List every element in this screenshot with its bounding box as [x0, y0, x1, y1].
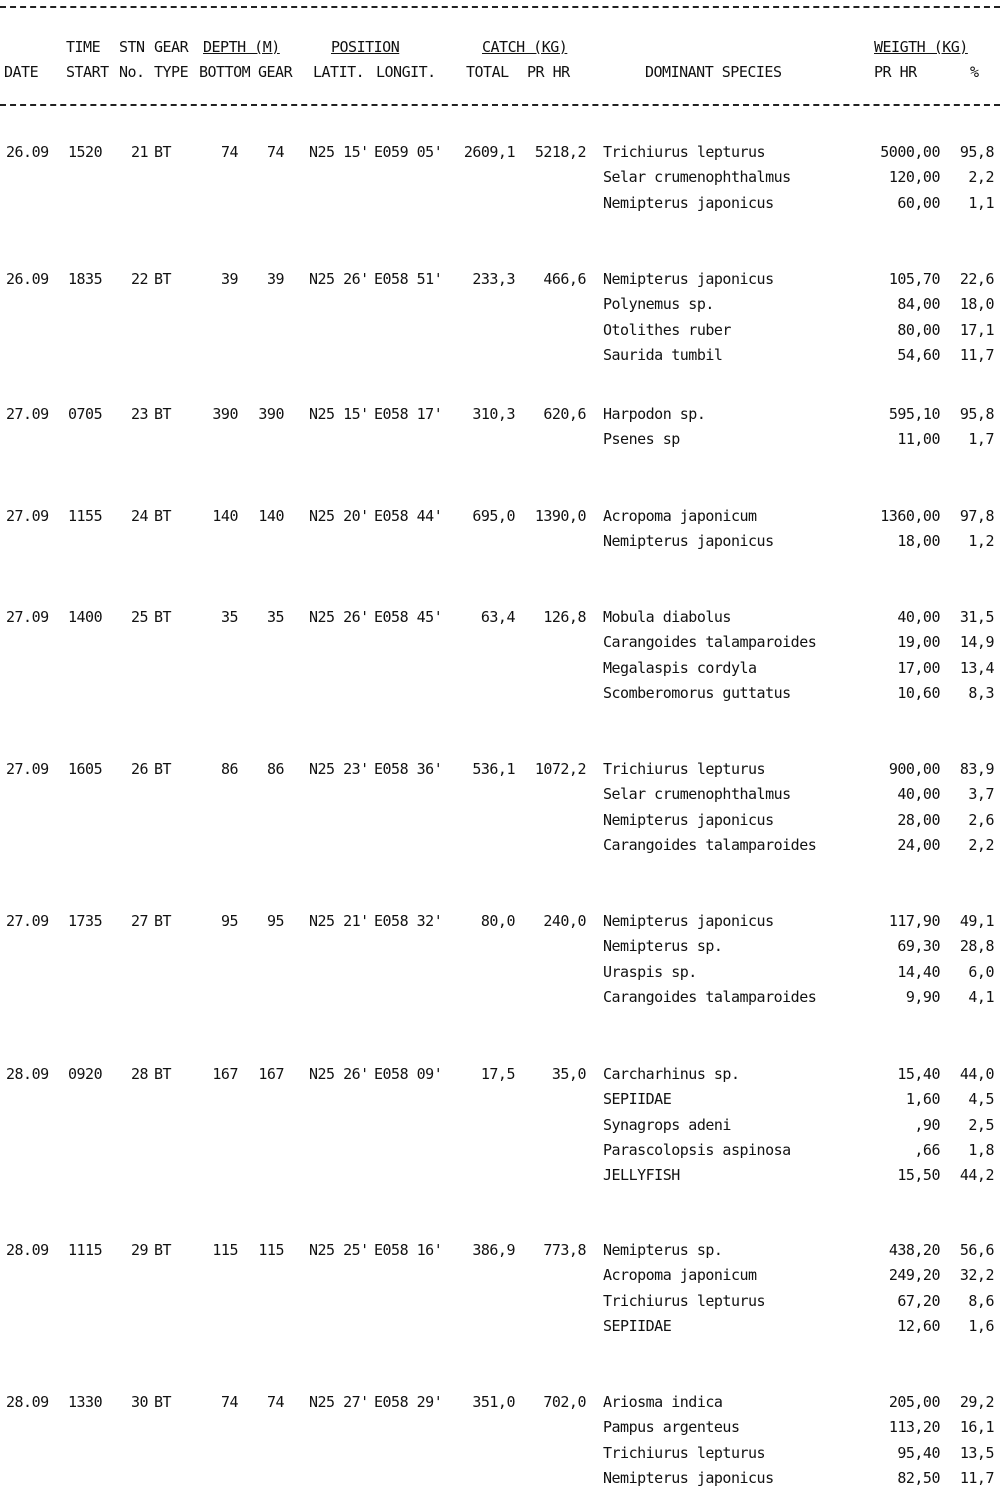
header-longit: LONGIT.	[376, 63, 436, 81]
catch-total: 310,3	[472, 405, 515, 423]
species-name: Nemipterus japonicus	[603, 912, 774, 930]
species-name: Carcharhinus sp.	[603, 1065, 740, 1083]
station-number: 28	[130, 1065, 148, 1083]
bottom-depth: 115	[212, 1241, 238, 1259]
species-percent: 4,1	[968, 987, 994, 1006]
gear-depth: 390	[258, 405, 284, 423]
catch-per-hour: 773,8	[543, 1241, 586, 1259]
gear-type: BT	[154, 912, 172, 930]
bottom-depth: 35	[220, 608, 238, 626]
station-date: 27.09	[6, 760, 49, 778]
species-weight: 900,00	[888, 760, 940, 778]
longitude: E058 17'	[374, 405, 443, 423]
species-name: Mobula diabolus	[603, 608, 731, 626]
species-name: Nemipterus sp.	[603, 937, 723, 956]
species-name: Otolithes ruber	[603, 320, 731, 339]
species-percent: 2,2	[968, 835, 994, 854]
gear-depth: 35	[266, 608, 284, 626]
header-weight: WEIGTH (KG)	[874, 38, 968, 56]
species-weight: 40,00	[897, 785, 940, 804]
species-weight: ,66	[914, 1140, 940, 1159]
gear-type: BT	[154, 760, 172, 778]
latitude: N25 15'	[309, 405, 369, 423]
species-percent: 29,2	[959, 1393, 994, 1411]
catch-total: 80,0	[480, 912, 515, 930]
longitude: E059 05'	[374, 143, 443, 161]
species-weight: 113,20	[888, 1418, 940, 1437]
header-type: TYPE	[154, 63, 189, 81]
station-time-start: 1330	[68, 1393, 103, 1411]
header-depth: DEPTH (M)	[203, 38, 280, 56]
species-weight: 249,20	[888, 1266, 940, 1285]
species-weight: 1360,00	[880, 507, 940, 525]
station-number: 21	[130, 143, 148, 161]
station-time-start: 1835	[68, 270, 103, 288]
species-weight: 40,00	[897, 608, 940, 626]
species-name: Nemipterus japonicus	[603, 1468, 774, 1487]
longitude: E058 09'	[374, 1065, 443, 1083]
species-name: Parascolopsis aspinosa	[603, 1140, 791, 1159]
species-name: Trichiurus lepturus	[603, 143, 766, 161]
species-percent: 22,6	[959, 270, 994, 288]
station-date: 27.09	[6, 405, 49, 423]
species-percent: 11,7	[959, 345, 994, 364]
gear-type: BT	[154, 1393, 172, 1411]
species-name: Carangoides talamparoides	[603, 835, 817, 854]
station-time-start: 1155	[68, 507, 103, 525]
species-name: Ariosma indica	[603, 1393, 723, 1411]
species-percent: 3,7	[968, 785, 994, 804]
species-name: Megalaspis cordyla	[603, 658, 757, 677]
species-weight: 105,70	[888, 270, 940, 288]
species-percent: 95,8	[959, 143, 994, 161]
catch-total: 386,9	[472, 1241, 515, 1259]
station-date: 28.09	[6, 1241, 49, 1259]
top-rule	[0, 6, 1000, 8]
catch-total: 695,0	[472, 507, 515, 525]
species-name: Synagrops adeni	[603, 1115, 731, 1134]
species-weight: ,90	[914, 1115, 940, 1134]
bottom-depth: 390	[212, 405, 238, 423]
species-percent: 1,2	[968, 532, 994, 551]
station-date: 28.09	[6, 1065, 49, 1083]
latitude: N25 25'	[309, 1241, 369, 1259]
bottom-depth: 39	[220, 270, 238, 288]
species-name: Nemipterus japonicus	[603, 270, 774, 288]
species-name: SEPIIDAE	[603, 1316, 672, 1335]
station-number: 30	[130, 1393, 148, 1411]
catch-per-hour: 5218,2	[534, 143, 586, 161]
species-percent: 32,2	[959, 1266, 994, 1285]
catch-per-hour: 126,8	[543, 608, 586, 626]
gear-depth: 74	[266, 1393, 284, 1411]
gear-depth: 86	[266, 760, 284, 778]
species-percent: 6,0	[968, 962, 994, 981]
species-percent: 2,6	[968, 810, 994, 829]
station-date: 26.09	[6, 143, 49, 161]
species-name: Pampus argenteus	[603, 1418, 740, 1437]
header-date: DATE	[4, 63, 39, 81]
gear-type: BT	[154, 507, 172, 525]
station-time-start: 0705	[68, 405, 103, 423]
header-prhr: PR HR	[527, 63, 570, 81]
gear-depth: 140	[258, 507, 284, 525]
header-time: TIME	[66, 38, 101, 56]
header-total: TOTAL	[466, 63, 509, 81]
species-percent: 95,8	[959, 405, 994, 423]
gear-type: BT	[154, 143, 172, 161]
species-weight: 67,20	[897, 1291, 940, 1310]
species-percent: 1,8	[968, 1140, 994, 1159]
species-name: JELLYFISH	[603, 1166, 680, 1185]
station-date: 27.09	[6, 912, 49, 930]
species-weight: 15,50	[897, 1166, 940, 1185]
gear-type: BT	[154, 1241, 172, 1259]
longitude: E058 45'	[374, 608, 443, 626]
species-name: SEPIIDAE	[603, 1090, 672, 1109]
gear-type: BT	[154, 608, 172, 626]
catch-total: 63,4	[480, 608, 515, 626]
header-no: No.	[119, 63, 145, 81]
gear-depth: 167	[258, 1065, 284, 1083]
bottom-depth: 167	[212, 1065, 238, 1083]
longitude: E058 29'	[374, 1393, 443, 1411]
header-gear: GEAR	[154, 38, 189, 56]
bottom-depth: 74	[220, 143, 238, 161]
species-percent: 56,6	[959, 1241, 994, 1259]
catch-per-hour: 1390,0	[534, 507, 586, 525]
species-percent: 16,1	[959, 1418, 994, 1437]
header-species: DOMINANT SPECIES	[645, 63, 782, 81]
species-weight: 10,60	[897, 683, 940, 702]
species-name: Saurida tumbil	[603, 345, 723, 364]
species-weight: 5000,00	[880, 143, 940, 161]
species-percent: 14,9	[959, 633, 994, 652]
gear-depth: 115	[258, 1241, 284, 1259]
species-weight: 120,00	[888, 168, 940, 187]
species-percent: 44,2	[959, 1166, 994, 1185]
gear-depth: 95	[266, 912, 284, 930]
species-percent: 13,4	[959, 658, 994, 677]
station-time-start: 1735	[68, 912, 103, 930]
species-name: Polynemus sp.	[603, 295, 714, 314]
station-time-start: 1605	[68, 760, 103, 778]
bottom-depth: 140	[212, 507, 238, 525]
species-weight: 11,00	[897, 430, 940, 449]
latitude: N25 27'	[309, 1393, 369, 1411]
station-time-start: 0920	[68, 1065, 103, 1083]
species-percent: 17,1	[959, 320, 994, 339]
longitude: E058 32'	[374, 912, 443, 930]
species-name: Trichiurus lepturus	[603, 1291, 766, 1310]
latitude: N25 26'	[309, 270, 369, 288]
species-name: Acropoma japonicum	[603, 1266, 757, 1285]
header-latit: LATIT.	[313, 63, 365, 81]
bottom-depth: 86	[220, 760, 238, 778]
header-bottom: BOTTOM	[199, 63, 251, 81]
header-rule	[0, 104, 1000, 106]
species-weight: 80,00	[897, 320, 940, 339]
species-weight: 1,60	[905, 1090, 940, 1109]
latitude: N25 15'	[309, 143, 369, 161]
species-name: Nemipterus sp.	[603, 1241, 723, 1259]
species-percent: 49,1	[959, 912, 994, 930]
station-number: 24	[130, 507, 148, 525]
species-percent: 18,0	[959, 295, 994, 314]
species-weight: 595,10	[888, 405, 940, 423]
species-weight: 28,00	[897, 810, 940, 829]
species-weight: 15,40	[897, 1065, 940, 1083]
species-name: Nemipterus japonicus	[603, 193, 774, 212]
header-weight-prhr: PR HR	[874, 63, 917, 81]
species-weight: 95,40	[897, 1443, 940, 1462]
species-percent: 13,5	[959, 1443, 994, 1462]
species-percent: 11,7	[959, 1468, 994, 1487]
latitude: N25 26'	[309, 608, 369, 626]
station-number: 27	[130, 912, 148, 930]
catch-per-hour: 466,6	[543, 270, 586, 288]
species-weight: 14,40	[897, 962, 940, 981]
species-percent: 2,5	[968, 1115, 994, 1134]
species-weight: 69,30	[897, 937, 940, 956]
species-name: Scomberomorus guttatus	[603, 683, 791, 702]
species-percent: 1,7	[968, 430, 994, 449]
species-percent: 44,0	[959, 1065, 994, 1083]
catch-per-hour: 1072,2	[534, 760, 586, 778]
station-date: 27.09	[6, 608, 49, 626]
catch-total: 2609,1	[463, 143, 515, 161]
species-name: Selar crumenophthalmus	[603, 785, 791, 804]
species-weight: 54,60	[897, 345, 940, 364]
species-name: Trichiurus lepturus	[603, 1443, 766, 1462]
species-weight: 60,00	[897, 193, 940, 212]
species-weight: 18,00	[897, 532, 940, 551]
station-number: 26	[130, 760, 148, 778]
gear-type: BT	[154, 405, 172, 423]
header-position: POSITION	[331, 38, 400, 56]
species-percent: 2,2	[968, 168, 994, 187]
bottom-depth: 74	[220, 1393, 238, 1411]
station-number: 23	[130, 405, 148, 423]
species-percent: 8,6	[968, 1291, 994, 1310]
species-name: Carangoides talamparoides	[603, 633, 817, 652]
catch-total: 17,5	[480, 1065, 515, 1083]
species-weight: 19,00	[897, 633, 940, 652]
catch-total: 536,1	[472, 760, 515, 778]
latitude: N25 26'	[309, 1065, 369, 1083]
station-time-start: 1520	[68, 143, 103, 161]
station-date: 27.09	[6, 507, 49, 525]
longitude: E058 44'	[374, 507, 443, 525]
species-percent: 97,8	[959, 507, 994, 525]
species-name: Psenes sp	[603, 430, 680, 449]
station-number: 25	[130, 608, 148, 626]
species-weight: 84,00	[897, 295, 940, 314]
longitude: E058 51'	[374, 270, 443, 288]
species-weight: 205,00	[888, 1393, 940, 1411]
species-percent: 31,5	[959, 608, 994, 626]
species-weight: 117,90	[888, 912, 940, 930]
catch-per-hour: 620,6	[543, 405, 586, 423]
latitude: N25 20'	[309, 507, 369, 525]
station-time-start: 1400	[68, 608, 103, 626]
catch-total: 351,0	[472, 1393, 515, 1411]
longitude: E058 36'	[374, 760, 443, 778]
species-weight: 24,00	[897, 835, 940, 854]
header-gear-depth: GEAR	[258, 63, 293, 81]
longitude: E058 16'	[374, 1241, 443, 1259]
species-percent: 83,9	[959, 760, 994, 778]
station-number: 29	[130, 1241, 148, 1259]
species-percent: 8,3	[968, 683, 994, 702]
header-catch: CATCH (KG)	[482, 38, 568, 56]
species-name: Selar crumenophthalmus	[603, 168, 791, 187]
header-percent: %	[970, 63, 979, 81]
bottom-depth: 95	[220, 912, 238, 930]
species-name: Nemipterus japonicus	[603, 810, 774, 829]
gear-depth: 74	[266, 143, 284, 161]
catch-total: 233,3	[472, 270, 515, 288]
species-percent: 4,5	[968, 1090, 994, 1109]
species-percent: 1,6	[968, 1316, 994, 1335]
species-name: Uraspis sp.	[603, 962, 697, 981]
catch-per-hour: 240,0	[543, 912, 586, 930]
gear-type: BT	[154, 1065, 172, 1083]
header-start: START	[66, 63, 109, 81]
gear-depth: 39	[266, 270, 284, 288]
species-name: Acropoma japonicum	[603, 507, 757, 525]
station-time-start: 1115	[68, 1241, 103, 1259]
species-weight: 17,00	[897, 658, 940, 677]
latitude: N25 23'	[309, 760, 369, 778]
species-name: Harpodon sp.	[603, 405, 706, 423]
species-weight: 82,50	[897, 1468, 940, 1487]
station-date: 28.09	[6, 1393, 49, 1411]
species-weight: 12,60	[897, 1316, 940, 1335]
latitude: N25 21'	[309, 912, 369, 930]
station-date: 26.09	[6, 270, 49, 288]
species-percent: 28,8	[959, 937, 994, 956]
catch-per-hour: 702,0	[543, 1393, 586, 1411]
species-weight: 9,90	[905, 987, 940, 1006]
header-stn: STN	[119, 38, 145, 56]
species-name: Nemipterus japonicus	[603, 532, 774, 551]
catch-per-hour: 35,0	[551, 1065, 586, 1083]
gear-type: BT	[154, 270, 172, 288]
species-name: Trichiurus lepturus	[603, 760, 766, 778]
species-percent: 1,1	[968, 193, 994, 212]
species-name: Carangoides talamparoides	[603, 987, 817, 1006]
station-number: 22	[130, 270, 148, 288]
species-weight: 438,20	[888, 1241, 940, 1259]
